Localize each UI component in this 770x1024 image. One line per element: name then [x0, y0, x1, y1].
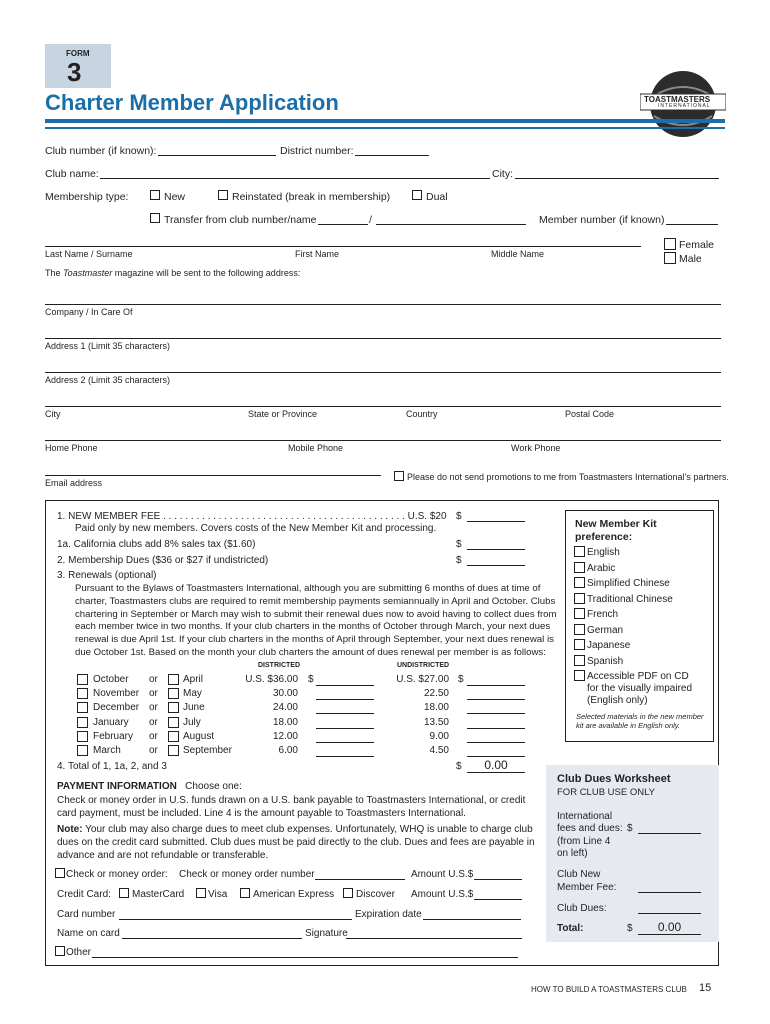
kit-option-checkbox[interactable] — [574, 577, 585, 588]
club-name-label: Club name: — [45, 168, 99, 180]
transfer-club-name-input[interactable] — [376, 224, 526, 225]
item1-dollar: $ — [456, 511, 462, 522]
renewal-month2-checkbox[interactable] — [168, 702, 179, 713]
card-number-label: Card number — [57, 909, 116, 920]
intl-fees-line3: (from Line 4 — [557, 836, 611, 847]
mastercard-checkbox[interactable] — [119, 888, 129, 898]
item2-amount-input[interactable] — [467, 565, 525, 566]
renewal-text: Pursuant to the Bylaws of Toastmasters International, although you are submitting 6 months of dues at time of charter, Toastmasters clubs are required to remit membership payments semiannually in April and October. Clubs chartering in September or March may wish to submit their renewal dues now to avoid having to collect dues from each member twice in two months. If your club charters in the months of October through March, your next dues renewal is due April 1st. If your club charters in the months of April through September, your next dues renewal is due October 1st. Based on the month your club charters the amount of dues renewal per member is as follows: — [75, 583, 557, 658]
dual-label: Dual — [426, 191, 448, 203]
reinstated-label: Reinstated (break in membership) — [232, 191, 391, 203]
renewal-districted-value: 30.00 — [272, 688, 298, 700]
kit-option-checkbox[interactable] — [574, 562, 585, 573]
intl-fees-line2: fees and dues: — [557, 823, 623, 834]
renewal-or: or — [149, 688, 158, 700]
intl-fees-line4: on left) — [557, 848, 588, 859]
card-amount-input[interactable] — [474, 899, 522, 900]
renewal-districted-dollar: $ — [308, 674, 314, 685]
membership-type-label: Membership type: — [45, 191, 129, 203]
other-checkbox[interactable] — [55, 946, 65, 956]
email-label: Email address — [45, 478, 103, 488]
page-title: Charter Member Application — [45, 90, 339, 115]
item1-new-member-fee: 1. NEW MEMBER FEE . . . . . . . . . . . . . . . . . . . . . . . . . . . . . . . . . . . . . . . . . . . . U.S. $20 — [57, 511, 447, 522]
accessible-line2: for the visually impaired — [587, 683, 693, 694]
renewal-month2-checkbox[interactable] — [168, 731, 179, 742]
check-money-order-checkbox[interactable] — [55, 868, 65, 878]
renewal-undistricted-value: 4.50 — [429, 745, 449, 756]
male-checkbox[interactable] — [664, 252, 676, 264]
other-input[interactable] — [92, 957, 518, 958]
renewal-month2-label: May — [183, 688, 202, 700]
renewal-undistricted-input[interactable] — [467, 728, 525, 729]
renewal-month2-label: August — [183, 730, 215, 742]
renewal-or: or — [149, 730, 158, 742]
renewal-month2-checkbox[interactable] — [168, 745, 179, 756]
name-on-card-input[interactable] — [122, 938, 302, 939]
renewal-month2-checkbox[interactable] — [168, 674, 179, 685]
intl-fees-dollar: $ — [627, 823, 633, 834]
promo-optout-label: Please do not send promotions to me from Toastmasters International’s partners. — [407, 472, 729, 482]
amex-label: American Express — [253, 889, 335, 900]
renewal-month1-checkbox[interactable] — [77, 702, 88, 713]
kit-option-checkbox[interactable] — [574, 655, 585, 666]
renewal-districted-value: 24.00 — [272, 702, 298, 714]
renewal-districted-input[interactable] — [316, 728, 374, 729]
item1a-sales-tax: 1a. California clubs add 8% sales tax ($1.60) — [57, 539, 256, 550]
item4-total: 4. Total of 1, 1a, 2, and 3 — [57, 761, 167, 772]
item1a-amount-input[interactable] — [467, 549, 525, 550]
logo — [640, 68, 726, 140]
renewal-districted-input[interactable] — [316, 756, 374, 757]
middle-name-label: Middle Name — [491, 249, 545, 259]
logo-text: TOASTMASTERS — [644, 95, 711, 104]
city-input-top[interactable] — [515, 178, 719, 179]
renewal-month2-checkbox[interactable] — [168, 717, 179, 728]
district-number-label: District number: — [280, 145, 354, 157]
first-name-label: First Name — [295, 249, 340, 259]
renewal-month1-label: December — [93, 702, 140, 714]
item1-amount-input[interactable] — [467, 521, 525, 522]
postal-label: Postal Code — [565, 409, 615, 419]
email-input[interactable] — [45, 475, 381, 476]
renewal-month1-checkbox[interactable] — [77, 717, 88, 728]
kit-option-label: Traditional Chinese — [587, 593, 673, 605]
city-state-input[interactable] — [45, 406, 721, 407]
form-number: 3 — [67, 57, 82, 87]
worksheet-title: Club Dues Worksheet — [557, 773, 671, 785]
credit-card-label: Credit Card: — [57, 889, 111, 900]
member-number-input[interactable] — [666, 224, 718, 225]
renewal-undistricted-value: 22.50 — [423, 688, 449, 700]
club-number-label: Club number (if known): — [45, 145, 157, 157]
company-label: Company / In Care Of — [45, 307, 133, 317]
kit-note-2: kit are available in English only. — [576, 721, 681, 730]
work-phone-label: Work Phone — [511, 443, 561, 453]
renewal-undistricted-value: 18.00 — [423, 702, 449, 714]
male-label: Male — [679, 253, 702, 265]
renewal-districted-value: 12.00 — [272, 730, 298, 742]
kit-option-label: English — [587, 547, 620, 558]
renewal-month2-label: September — [183, 745, 232, 756]
renewal-month1-label: February — [93, 730, 134, 742]
header-rule-thick — [45, 119, 725, 123]
member-number-label: Member number (if known) — [539, 214, 665, 226]
address2-input[interactable] — [45, 372, 721, 373]
mobile-phone-label: Mobile Phone — [288, 443, 344, 453]
kit-option-checkbox[interactable] — [574, 639, 585, 650]
worksheet-total-dollar: $ — [627, 923, 633, 934]
renewal-month1-checkbox[interactable] — [77, 688, 88, 699]
reinstated-checkbox[interactable] — [218, 190, 228, 200]
header-rule-thin — [45, 127, 725, 129]
renewal-month1-label: November — [93, 688, 140, 700]
kit-option-checkbox[interactable] — [574, 593, 585, 604]
kit-option-label: Simplified Chinese — [587, 578, 670, 589]
item1-note: Paid only by new members. Covers costs of the New Member Kit and processing. — [75, 523, 437, 534]
renewal-undistricted-dollar: $ — [458, 674, 464, 685]
item1a-dollar: $ — [456, 539, 462, 550]
last-name-label: Last Name / Surname — [45, 249, 133, 259]
name-on-card-label: Name on card — [57, 928, 120, 939]
renewal-undistricted-input[interactable] — [467, 699, 525, 700]
kit-note-1: Selected materials in the new member — [576, 712, 704, 721]
country-label: Country — [406, 409, 438, 419]
item4-total-value: 0.00 — [484, 758, 508, 772]
item4-dollar: $ — [456, 761, 462, 772]
kit-option-label: French — [587, 609, 619, 620]
dual-checkbox[interactable] — [412, 190, 422, 200]
transfer-checkbox[interactable] — [150, 213, 160, 223]
worksheet-total-label: Total: — [557, 923, 584, 934]
transfer-slash: / — [369, 214, 372, 226]
company-input[interactable] — [45, 304, 721, 305]
check-number-input[interactable] — [315, 879, 405, 880]
renewal-districted-input[interactable] — [316, 742, 374, 743]
club-new-fee-input[interactable] — [638, 892, 701, 893]
kit-subtitle: preference: — [575, 531, 633, 543]
kit-option-checkbox[interactable] — [574, 608, 585, 619]
payment-note: Note: Your club may also charge dues to meet club expenses. Unfortunately, WHQ is unable to charge club dues on the credit card submitted. Club dues must be paid directly to the club. Dues and fees are payable in advance and are not refundable or transferable. — [57, 824, 535, 861]
amex-checkbox[interactable] — [240, 888, 250, 898]
club-dues-label: Club Dues: — [557, 903, 607, 914]
mastercard-label: MasterCard — [132, 889, 185, 900]
expiration-input[interactable] — [423, 919, 521, 920]
new-label: New — [164, 191, 186, 203]
city-label: City — [45, 409, 61, 419]
check-number-label: Check or money order number — [179, 869, 315, 880]
other-label: Other — [66, 947, 92, 958]
renewal-or: or — [149, 674, 158, 685]
worksheet-total-input[interactable] — [638, 934, 701, 935]
club-name-input[interactable] — [100, 178, 490, 179]
worksheet-subtitle: FOR CLUB USE ONLY — [557, 787, 656, 798]
kit-option-checkbox[interactable] — [574, 624, 585, 635]
city-label-top: City: — [492, 168, 513, 180]
renewal-month1-checkbox[interactable] — [77, 731, 88, 742]
state-label: State or Province — [248, 409, 318, 419]
kit-option-label: German — [587, 624, 624, 636]
magazine-note: The Toastmaster magazine will be sent to the following address: — [45, 268, 301, 278]
renewal-undistricted-value: U.S. $27.00 — [396, 674, 449, 685]
club-new-line1: Club New — [557, 869, 601, 880]
worksheet-total-value: 0.00 — [657, 920, 682, 934]
renewal-districted-value: U.S. $36.00 — [245, 674, 298, 685]
renewal-month2-label: June — [183, 702, 205, 714]
renewal-undistricted-value: 13.50 — [423, 716, 449, 728]
renewal-districted-input[interactable] — [316, 713, 374, 714]
form-label: FORM — [66, 49, 90, 58]
promo-optout-checkbox[interactable] — [394, 471, 404, 481]
item3-renewals: 3. Renewals (optional) — [57, 570, 157, 581]
address2-label: Address 2 (Limit 35 characters) — [45, 375, 171, 385]
logo-subtext: INTERNATIONAL — [658, 103, 711, 109]
club-new-line2: Member Fee: — [557, 882, 617, 893]
renewal-month1-checkbox[interactable] — [77, 745, 88, 756]
kit-option-label: Japanese — [587, 640, 631, 651]
transfer-club-number-input[interactable] — [318, 224, 368, 225]
card-amount-label: Amount U.S.$ — [411, 889, 474, 900]
renewal-districted-value: 18.00 — [272, 716, 298, 728]
phone-input[interactable] — [45, 440, 721, 441]
renewal-districted-input[interactable] — [316, 685, 374, 686]
renewal-undistricted-input[interactable] — [467, 742, 525, 743]
intl-fees-input[interactable] — [638, 833, 701, 834]
renewal-undistricted-value: 9.00 — [429, 730, 449, 742]
renewal-districted-value: 6.00 — [278, 745, 298, 756]
renewal-month2-checkbox[interactable] — [168, 688, 179, 699]
renewal-month2-label: July — [183, 716, 201, 728]
address1-input[interactable] — [45, 338, 721, 339]
check-amount-label: Amount U.S.$ — [411, 869, 474, 880]
renewal-month1-checkbox[interactable] — [77, 674, 88, 685]
signature-input[interactable] — [346, 938, 522, 939]
payment-heading: PAYMENT INFORMATION Choose one: — [57, 781, 242, 792]
female-checkbox[interactable] — [664, 238, 676, 250]
discover-checkbox[interactable] — [343, 888, 353, 898]
check-money-order-label: Check or money order: — [66, 869, 168, 880]
club-number-input[interactable] — [158, 155, 276, 156]
check-amount-input[interactable] — [474, 879, 522, 880]
renewal-or: or — [149, 716, 158, 728]
address1-label: Address 1 (Limit 35 characters) — [45, 341, 171, 351]
visa-checkbox[interactable] — [196, 888, 206, 898]
club-dues-input[interactable] — [638, 913, 701, 914]
discover-label: Discover — [356, 889, 395, 900]
kit-option-checkbox[interactable] — [574, 670, 585, 681]
renewal-undistricted-input[interactable] — [467, 756, 525, 757]
renewal-month2-label: April — [183, 674, 204, 685]
kit-option-checkbox[interactable] — [574, 546, 585, 557]
home-phone-label: Home Phone — [45, 443, 98, 453]
kit-option-label: Accessible PDF on CD — [587, 671, 689, 682]
female-label: Female — [679, 239, 715, 251]
renewal-or: or — [149, 702, 158, 714]
accessible-line3: (English only) — [587, 695, 648, 706]
districted-label: DISTRICTED — [258, 662, 300, 669]
renewal-undistricted-input[interactable] — [467, 713, 525, 714]
card-number-input[interactable] — [119, 919, 352, 920]
kit-title: New Member Kit — [575, 518, 657, 530]
new-checkbox[interactable] — [150, 190, 160, 200]
footer-text: HOW TO BUILD A TOASTMASTERS CLUB — [531, 985, 687, 994]
item4-amount-input[interactable] — [467, 772, 525, 773]
renewal-month1-label: October — [93, 674, 129, 685]
district-number-input[interactable] — [355, 155, 429, 156]
renewal-undistricted-input[interactable] — [467, 685, 525, 686]
item2-membership-dues: 2. Membership Dues ($36 or $27 if undistricted) — [57, 555, 269, 566]
renewal-districted-input[interactable] — [316, 699, 374, 700]
transfer-label: Transfer from club number/name — [164, 214, 317, 226]
undistricted-label: UNDISTRICTED — [397, 662, 450, 669]
expiration-label: Expiration date — [355, 909, 422, 920]
intl-fees-line1: International — [557, 811, 613, 822]
visa-label: Visa — [208, 889, 228, 900]
renewal-month1-label: January — [93, 716, 129, 728]
name-input[interactable] — [45, 246, 641, 247]
kit-option-label: Arabic — [587, 562, 616, 574]
payment-text: Check or money order in U.S. funds drawn on a U.S. bank payable to Toastmasters International, or credit card payment, must be included. Line 4 is the amount payable to Toastmasters International. — [57, 795, 526, 819]
kit-option-label: Spanish — [587, 655, 624, 667]
renewal-month1-label: March — [93, 745, 121, 756]
page-number: 15 — [699, 982, 712, 994]
item2-dollar: $ — [456, 555, 462, 566]
signature-label: Signature — [305, 928, 348, 939]
renewal-or: or — [149, 745, 158, 756]
